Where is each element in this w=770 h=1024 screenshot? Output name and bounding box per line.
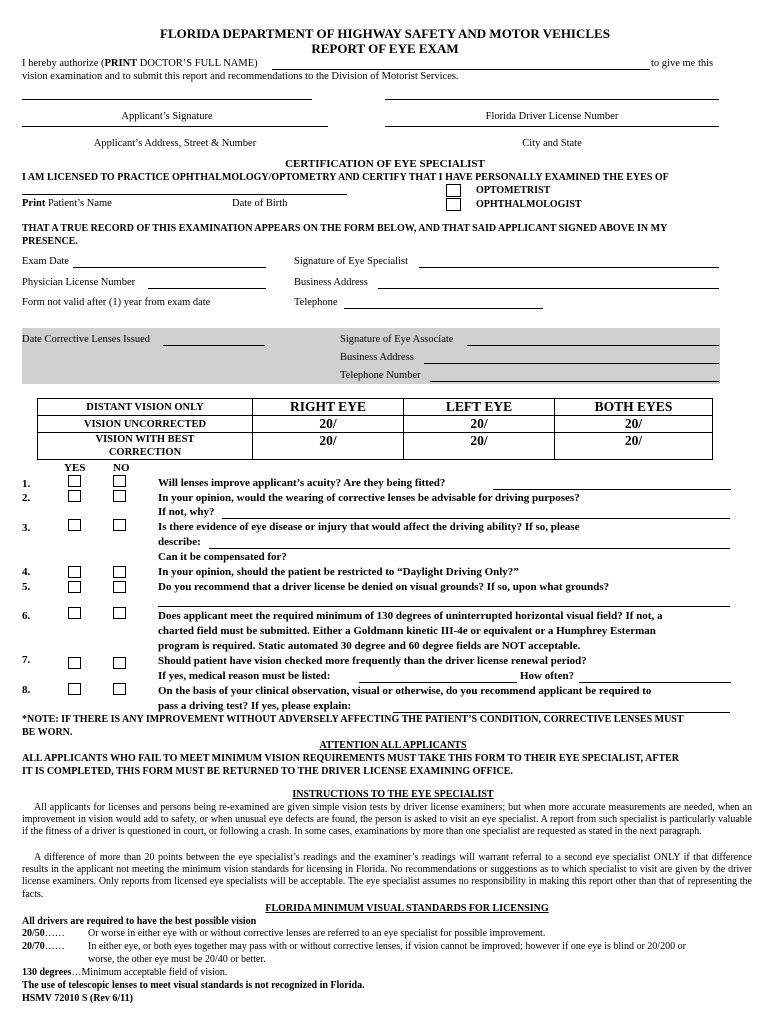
- q3-number: 3.: [22, 522, 31, 534]
- instructions-paragraph-2: A difference of more than 20 points between the eye specialist’s readings and the examiner’s readings will warrant referral to a second eye specialist ONLY if that difference results in the applicant not meeting the minimum vision standards for licensing in Florida. No recommendations or suggestions as to which specialist to visit are given by the driver license examiners. Only reports from licensed eye specialists will be acceptable. The eye specialist assumes no responsibility in making this report other than that of representing the facts.: [22, 852, 752, 900]
- business-address-label: Business Address: [294, 277, 368, 288]
- standard-20-50-text: Or worse in either eye with or without corrective lenses are referred to an eye specialist for possible improvement.: [88, 928, 546, 939]
- associate-telephone-label: Telephone Number: [340, 370, 421, 381]
- q4-yes-checkbox[interactable]: [68, 566, 81, 578]
- associate-address-label: Business Address: [340, 352, 414, 363]
- q3-text: Is there evidence of eye disease or injury that would affect the driving ability? If so, please: [158, 521, 580, 533]
- q2-text-2: If not, why?: [158, 506, 215, 518]
- certification-heading: CERTIFICATION OF EYE SPECIALIST: [285, 158, 485, 170]
- q8-no-checkbox[interactable]: [113, 683, 126, 695]
- corrective-lenses-note: *NOTE: IF THERE IS ANY IMPROVEMENT WITHOUT ADVERSELY AFFECTING THE PATIENT’S CONDITION, CORRECTIVE LENSES MUST: [22, 714, 684, 725]
- authorization-line: I hereby authorize (PRINT DOCTOR’S FULL NAME): [22, 58, 258, 69]
- q6-text-2: charted field must be submitted. Either a Goldmann kinetic III-4e or equivalent or a Humphrey Esterman: [158, 625, 656, 637]
- q3-no-checkbox[interactable]: [113, 519, 126, 531]
- applicant-signature-label: Applicant’s Signature: [121, 111, 213, 122]
- q6-text: Does applicant meet the required minimum of 130 degrees of uninterrupted horizontal visual field? If not, a: [158, 610, 663, 622]
- instructions-paragraph-1: All applicants for licenses and persons being re-examined are given simple vision tests by driver license examiners; but when more accurate measurements are needed, when an improvement in vision would add to safety, or when unusual eye defects are found, the person is asked to visit an eye specialist. A report from such specialist is particularly valuable if the fitness of a driver is questioned in court, or following a crash. In some cases, examinations by more than one specialist are requested as stated in the next paragraph.: [22, 802, 752, 838]
- corrected-left-eye[interactable]: 20/: [404, 433, 555, 460]
- optometrist-label: OPTOMETRIST: [476, 185, 551, 196]
- q6-number: 6.: [22, 610, 31, 622]
- patient-name-label: Print Patient’s Name: [22, 198, 112, 209]
- certification-statement: I AM LICENSED TO PRACTICE OPHTHALMOLOGY/OPTOMETRY AND CERTIFY THAT I HAVE PERSONALLY EXAMINED THE EYES OF: [22, 172, 669, 183]
- specialist-signature-label: Signature of Eye Specialist: [294, 256, 409, 267]
- q2-text: In your opinion, would the wearing of corrective lenses be advisable for driving purposes?: [158, 492, 580, 504]
- q3-text-2: describe:: [158, 536, 201, 548]
- associate-telephone-field[interactable]: [430, 370, 719, 382]
- ophthalmologist-checkbox[interactable]: [446, 198, 461, 211]
- q2-number: 2.: [22, 492, 31, 504]
- form-id: HSMV 72010 S (Rev 6/11): [22, 993, 133, 1004]
- associate-signature-field[interactable]: [467, 334, 719, 346]
- standard-20-70-text-2: worse, the other eye must be 20/40 or better.: [88, 954, 266, 965]
- corrective-lenses-note-2: BE WORN.: [22, 727, 73, 738]
- telephone-field[interactable]: [344, 297, 543, 309]
- q5-number: 5.: [22, 581, 31, 593]
- q5-yes-checkbox[interactable]: [68, 581, 81, 593]
- applicant-signature-field[interactable]: [22, 99, 312, 100]
- form-subtitle: REPORT OF EYE EXAM: [311, 41, 459, 56]
- business-address-field[interactable]: [378, 277, 719, 289]
- q5-answer-field[interactable]: [158, 594, 730, 607]
- q2-no-checkbox[interactable]: [113, 490, 126, 502]
- q3-text-3: Can it be compensated for?: [158, 551, 287, 563]
- attention-heading: ATTENTION ALL APPLICANTS: [319, 740, 467, 751]
- q2-answer-field[interactable]: [222, 506, 730, 519]
- q7-number: 7.: [22, 654, 31, 666]
- q7-no-checkbox[interactable]: [113, 657, 126, 669]
- form-title: FLORIDA DEPARTMENT OF HIGHWAY SAFETY AND MOTOR VEHICLES: [160, 26, 610, 41]
- associate-address-field[interactable]: [424, 352, 719, 364]
- header-distant-vision: DISTANT VISION ONLY: [38, 399, 253, 416]
- optometrist-checkbox[interactable]: [446, 184, 461, 197]
- q4-no-checkbox[interactable]: [113, 566, 126, 578]
- form-valid-note: Form not valid after (1) year from exam date: [22, 297, 211, 308]
- header-left-eye: LEFT EYE: [404, 399, 555, 416]
- q8-text-2: pass a driving test? If yes, please explain:: [158, 700, 352, 712]
- doctor-name-field[interactable]: [272, 58, 650, 70]
- applicant-address-label: Applicant’s Address, Street & Number: [93, 138, 257, 149]
- q7-text-2: If yes, medical reason must be listed:: [158, 670, 331, 682]
- uncorrected-left-eye[interactable]: 20/: [404, 416, 555, 433]
- q8-number: 8.: [22, 684, 31, 696]
- standards-intro: All drivers are required to have the best possible vision: [22, 916, 257, 927]
- specialist-signature-field[interactable]: [419, 256, 719, 268]
- standard-20-70-text: In either eye, or both eyes together may pass with or without corrective lenses, if vision cannot be improved; however if one eye is blind or 20/200 or: [88, 941, 686, 952]
- uncorrected-right-eye[interactable]: 20/: [253, 416, 404, 433]
- q1-number: 1.: [22, 478, 31, 490]
- q3-yes-checkbox[interactable]: [68, 519, 81, 531]
- vision-table: [37, 398, 713, 460]
- true-record-statement: THAT A TRUE RECORD OF THIS EXAMINATION APPEARS ON THE FORM BELOW, AND THAT SAID APPLICANT SIGNED ABOVE IN MY: [22, 223, 668, 234]
- true-record-statement-2: PRESENCE.: [22, 236, 78, 247]
- exam-date-field[interactable]: [73, 256, 266, 268]
- vision-uncorrected-row: [38, 416, 713, 433]
- physician-license-field[interactable]: [148, 277, 266, 289]
- vision-corrected-row: [38, 433, 713, 460]
- q1-yes-checkbox[interactable]: [68, 475, 81, 487]
- q6-yes-checkbox[interactable]: [68, 607, 81, 619]
- q1-answer-field[interactable]: [493, 477, 731, 490]
- q1-text: Will lenses improve applicant’s acuity? Are they being fitted?: [158, 477, 446, 489]
- telephone-label: Telephone: [294, 297, 338, 308]
- city-state-field[interactable]: [385, 126, 719, 127]
- corrected-right-eye[interactable]: 20/: [253, 433, 404, 460]
- header-right-eye: RIGHT EYE: [253, 399, 404, 416]
- q8-answer-field[interactable]: [393, 700, 730, 713]
- uncorrected-both-eyes[interactable]: 20/: [555, 416, 713, 433]
- instructions-heading: INSTRUCTIONS TO THE EYE SPECIALIST: [292, 789, 494, 800]
- associate-signature-label: Signature of Eye Associate: [340, 334, 454, 345]
- authorization-suffix: to give me this: [651, 58, 714, 69]
- q4-number: 4.: [22, 566, 31, 578]
- no-column-label: NO: [113, 462, 130, 474]
- standard-20-70-key: 20/70……: [22, 941, 65, 952]
- authorization-line2: vision examination and to submit this report and recommendations to the Division of Motorist Services.: [22, 71, 459, 82]
- q8-yes-checkbox[interactable]: [68, 683, 81, 695]
- vision-corrected-label: VISION WITH BEST CORRECTION: [38, 433, 253, 460]
- license-number-label: Florida Driver License Number: [485, 111, 619, 122]
- exam-date-label: Exam Date: [22, 256, 69, 267]
- q7-text: Should patient have vision checked more frequently than the driver license renewal period?: [158, 655, 587, 667]
- lenses-issued-field[interactable]: [163, 334, 265, 346]
- q7-reason-field[interactable]: [359, 670, 517, 683]
- ophthalmologist-label: OPHTHALMOLOGIST: [476, 199, 582, 210]
- city-state-label: City and State: [522, 138, 582, 149]
- standard-130-degrees: 130 degrees…Minimum acceptable field of vision.: [22, 967, 228, 978]
- telescopic-note: The use of telescopic lenses to meet visual standards is not recognized in Florida.: [22, 980, 365, 991]
- q8-text: On the basis of your clinical observation, visual or otherwise, do you recommend applicant be required to: [158, 685, 652, 697]
- dob-label: Date of Birth: [232, 198, 288, 209]
- corrected-both-eyes[interactable]: 20/: [555, 433, 713, 460]
- q7-yes-checkbox[interactable]: [68, 657, 81, 669]
- q1-no-checkbox[interactable]: [113, 475, 126, 487]
- standards-heading: FLORIDA MINIMUM VISUAL STANDARDS FOR LICENSING: [265, 903, 549, 914]
- patient-name-field[interactable]: [22, 184, 347, 195]
- applicant-address-field[interactable]: [22, 126, 328, 127]
- lenses-issued-label: Date Corrective Lenses Issued: [22, 334, 150, 345]
- q6-no-checkbox[interactable]: [113, 607, 126, 619]
- q7-how-often-field[interactable]: [579, 670, 731, 683]
- attention-line-2: IT IS COMPLETED, THIS FORM MUST BE RETURNED TO THE DRIVER LICENSE EXAMINING OFFICE.: [22, 766, 513, 777]
- q5-text: Do you recommend that a driver license be denied on visual grounds? If so, upon what grounds?: [158, 581, 610, 593]
- q2-yes-checkbox[interactable]: [68, 490, 81, 502]
- yes-column-label: YES: [64, 462, 86, 474]
- license-number-field[interactable]: [385, 99, 719, 100]
- q6-text-3: program is required. Static automated 30 degree and 60 degree fields are NOT acceptable.: [158, 640, 581, 652]
- q5-no-checkbox[interactable]: [113, 581, 126, 593]
- q7-how-often-label: How often?: [520, 670, 575, 682]
- physician-license-label: Physician License Number: [22, 277, 136, 288]
- vision-uncorrected-label: VISION UNCORRECTED: [38, 416, 253, 433]
- vision-table-header: [38, 399, 713, 416]
- q4-text: In your opinion, should the patient be restricted to “Daylight Driving Only?”: [158, 566, 519, 578]
- attention-line-1: ALL APPLICANTS WHO FAIL TO MEET MINIMUM VISION REQUIREMENTS MUST TAKE THIS FORM TO THEIR EYE SPECIALIST, AFTER: [22, 753, 680, 764]
- standard-20-50-key: 20/50……: [22, 928, 65, 939]
- q3-answer-field[interactable]: [209, 536, 730, 549]
- header-both-eyes: BOTH EYES: [555, 399, 713, 416]
